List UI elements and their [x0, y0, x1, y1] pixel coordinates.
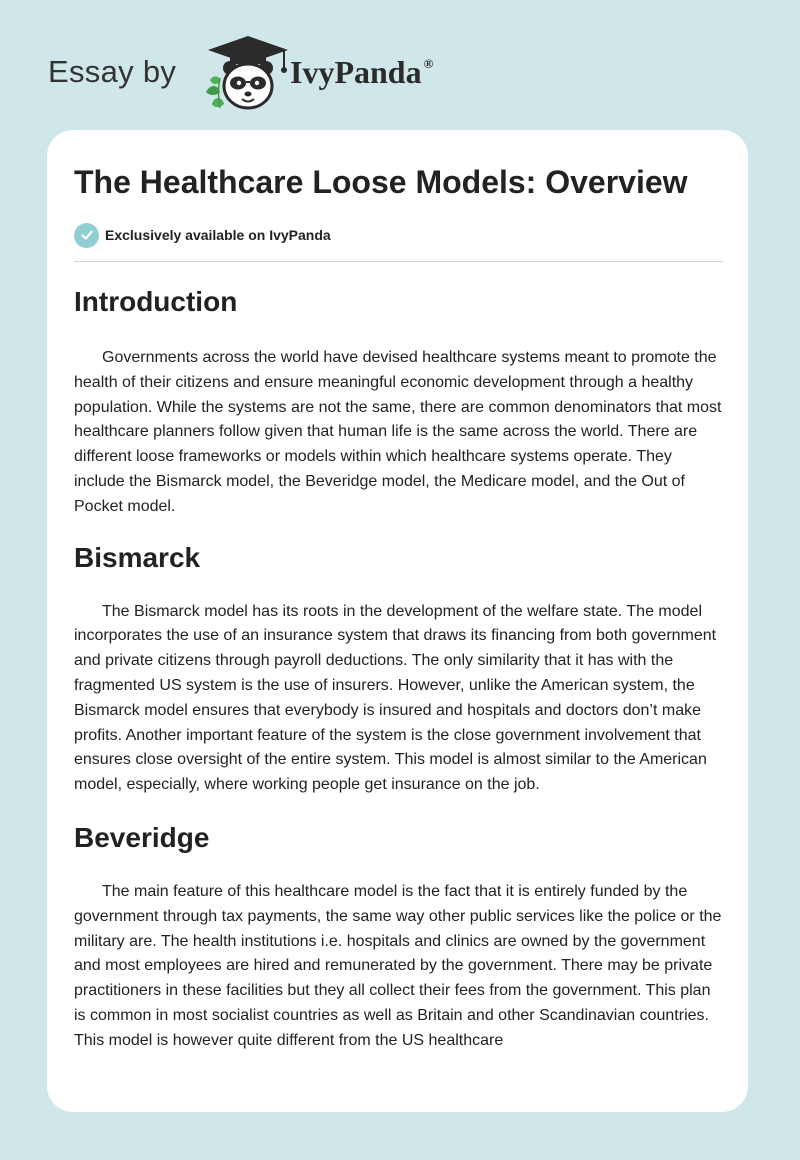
- brand-header[interactable]: [48, 34, 468, 114]
- section-heading-introduction: Introduction: [74, 286, 238, 317]
- section-body-beveridge: The main feature of this healthcare model is the fact that it is entirely funded by the government through tax payments, the same way other public services like the police or the military are. The health institutions i.e. hospitals and clinics are owned by the government and most employees are hired and remunerated by the government. There may be private practitioners in these facilities but they all collect their fees from the government. This plan is common in most socialist countries as well as Britain and other Scandinavian countries. This model is however quite different from the US healthcare: [74, 882, 722, 1049]
- section-body-introduction: Governments across the world have devised healthcare systems meant to promote the health of their citizens and ensure meaningful economic development through a healthy population. While the systems are not the same, there are common denominators that most healthcare planners follow given that human life is the same across the world. There are different loose frameworks or models within which healthcare systems operate. They include the Bismarck model, the Beveridge model, the Medicare model, and the Out of Pocket model.: [74, 349, 722, 515]
- section-heading-beveridge: Beveridge: [74, 821, 210, 853]
- exclusive-badge: [74, 222, 331, 248]
- section-body-bismarck: The Bismarck model has its roots in the development of the welfare state. The model incorporates the use of an insurance system that draws its financing from both government and private citizens through payroll deductions. The only similarity that it has with the fragmented US system is the use of insurers. However, unlike the American system, the Bismarck model ensures that everybody is insured and hospitals and doctors don’t make profits. Another important feature of the system is the close government involvement that ensures close oversight of the entire system. This model is almost similar to the American model, especially, where working people get insurance on the job.: [74, 602, 717, 794]
- essay-card: [47, 130, 748, 1112]
- check-circle-icon: [74, 223, 99, 248]
- registered-mark: ®: [423, 56, 434, 71]
- section-heading-bismarck: Bismarck: [74, 541, 201, 573]
- brand-prefix: Essay by: [48, 54, 177, 89]
- title-divider: [74, 261, 723, 262]
- essay-content: [74, 280, 726, 1054]
- brand-name: IvyPanda ®: [290, 54, 434, 90]
- panda-logo-icon: [200, 34, 296, 112]
- exclusive-label: Exclusively available on IvyPanda: [105, 227, 331, 243]
- page-title: The Healthcare Loose Models: Overview: [74, 164, 688, 200]
